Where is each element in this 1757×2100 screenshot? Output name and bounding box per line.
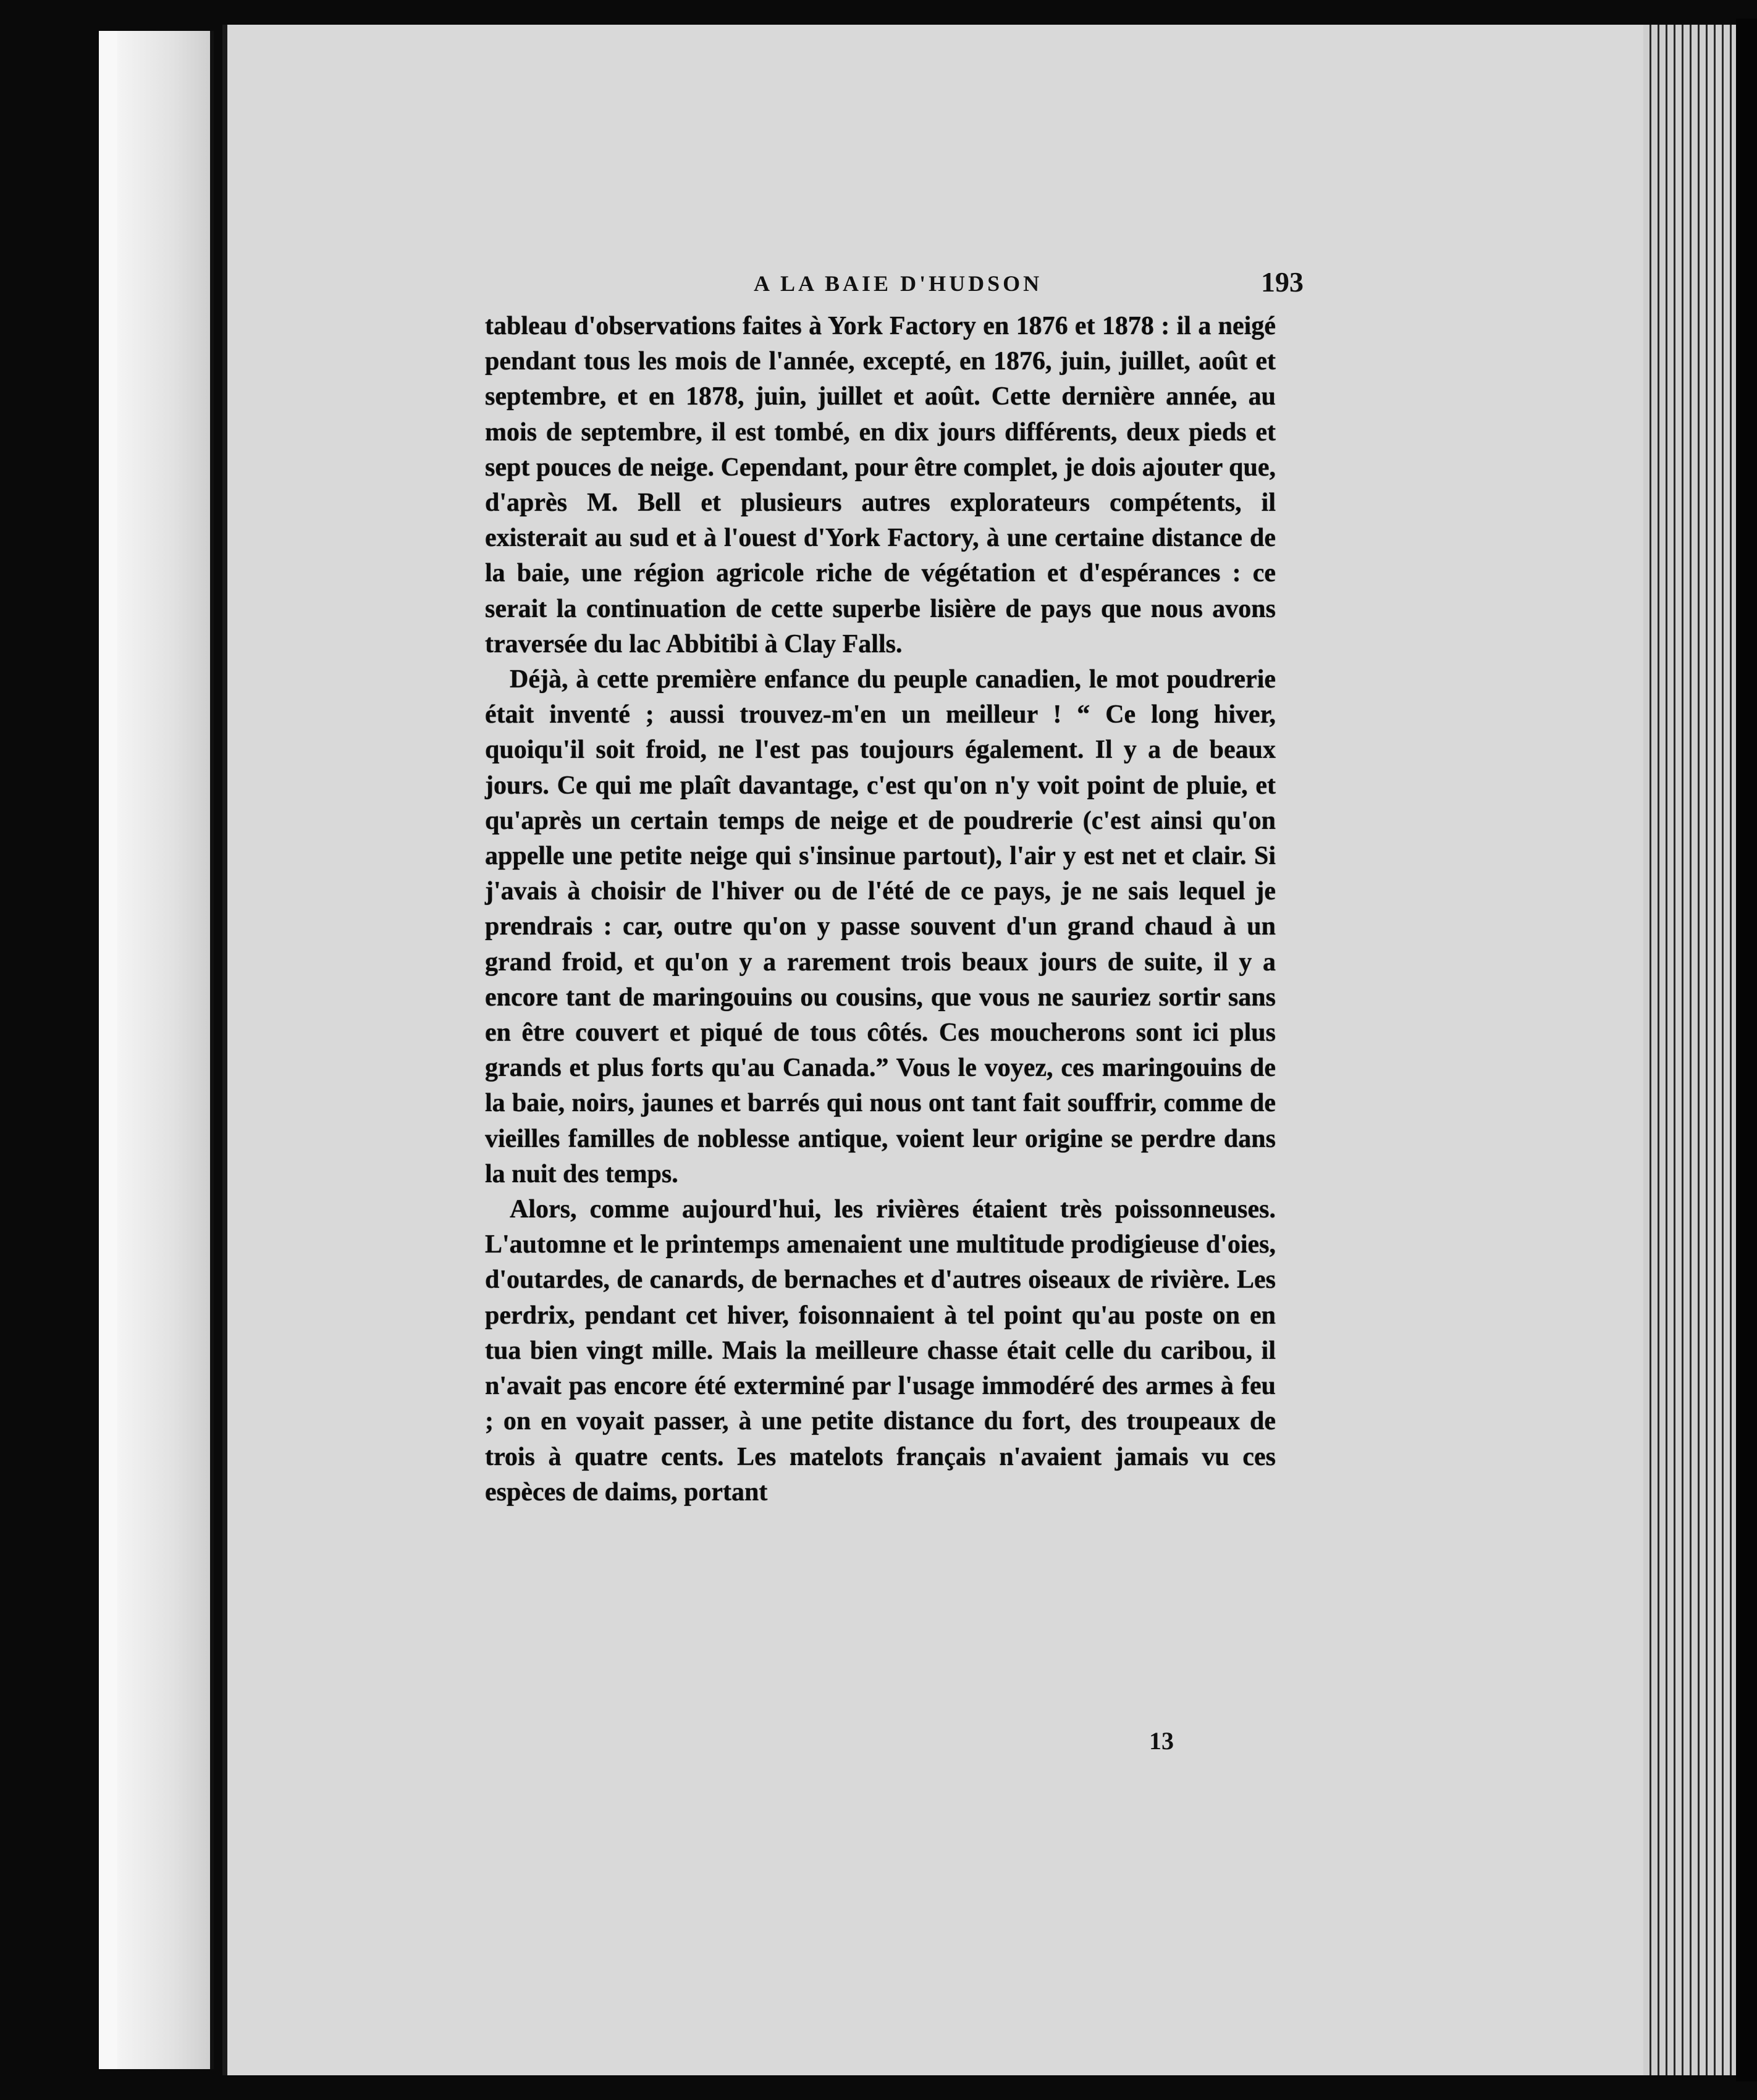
- running-title: A LA BAIE D'HUDSON: [754, 271, 1043, 296]
- left-page-edge: [99, 31, 117, 2069]
- page-number: 193: [1261, 266, 1304, 298]
- paragraph-1: tableau d'observations faites à York Factory en 1876 et 1878 : il a neigé pendant tous les mois de l'année, excepté, en 1876, juin, juillet, août et septembre, et en 1878, juin, juillet et août. Cette dernière année, au mois de septembre, il est tombé, en dix jours différents, deux pieds et sept pouces de neige. Cependant, pour être complet, je dois ajouter que, d'après M. Bell et plusieurs autres explorateurs compétents, il existerait au sud et à l'ouest d'York Factory, à une certaine distance de la baie, une région agricole riche de végétation et d'espérances : ce serait la continuation de cette superbe lisière de pays que nous avons traversée du lac Abbitibi à Clay Falls.: [485, 312, 1276, 658]
- book-edge-shadow: [1736, 19, 1757, 2081]
- paragraph-2: Déjà, à cette première enfance du peuple canadien, le mot poudrerie était inventé ; aussi trouvez-m'en un meilleur ! “ Ce long hiver, quoiqu'il soit froid, ne l'est pas toujours également. Il y a de beaux jours. Ce qui me plaît davantage, c'est qu'on n'y voit point de pluie, et qu'après un certain temps de neige et de poudrerie (c'est ainsi qu'on appelle une petite neige qui s'insinue partout), l'air y est net et clair. Si j'avais à choisir de l'hiver ou de l'été de ce pays, je ne sais lequel je prendrais : car, outre qu'on y passe souvent d'un grand chaud à un grand froid, et qu'on y a rarement trois beaux jours de suite, il y a encore tant de maringouins ou cousins, que vous ne sauriez sortir sans en être couvert et piqué de tous côtés. Ces moucherons sont ici plus grands et plus forts qu'au Canada.” Vous le voyez, ces maringouins de la baie, noirs, jaunes et barrés qui nous ont tant fait souffrir, comme de vieilles familles de noblesse antique, voient leur origine se perdre dans la nuit des temps.: [485, 665, 1276, 1188]
- signature-mark: 13: [1149, 1727, 1174, 1755]
- body-text: [485, 309, 1276, 1742]
- left-page-leaf: [117, 31, 214, 2069]
- paragraph-3: Alors, comme aujourd'hui, les rivières étaient très poissonneuses. L'automne et le printemps amenaient une multitude prodigieuse d'oies, d'outardes, de canards, de bernaches et d'autres oiseaux de rivière. Les perdrix, pendant cet hiver, foisonnaient à tel point qu'au poste on en tua bien vingt mille. Mais la meilleure chasse était celle du caribou, il n'avait pas encore été exterminé par l'usage immodéré des armes à feu ; on en voyait passer, à une petite distance du fort, des troupeaux de trois à quatre cents. Les matelots français n'avaient jamais vu ces espèces de daims, portant: [485, 1195, 1276, 1506]
- page-stack-edge: [1643, 25, 1736, 2075]
- page-header: [488, 266, 1316, 303]
